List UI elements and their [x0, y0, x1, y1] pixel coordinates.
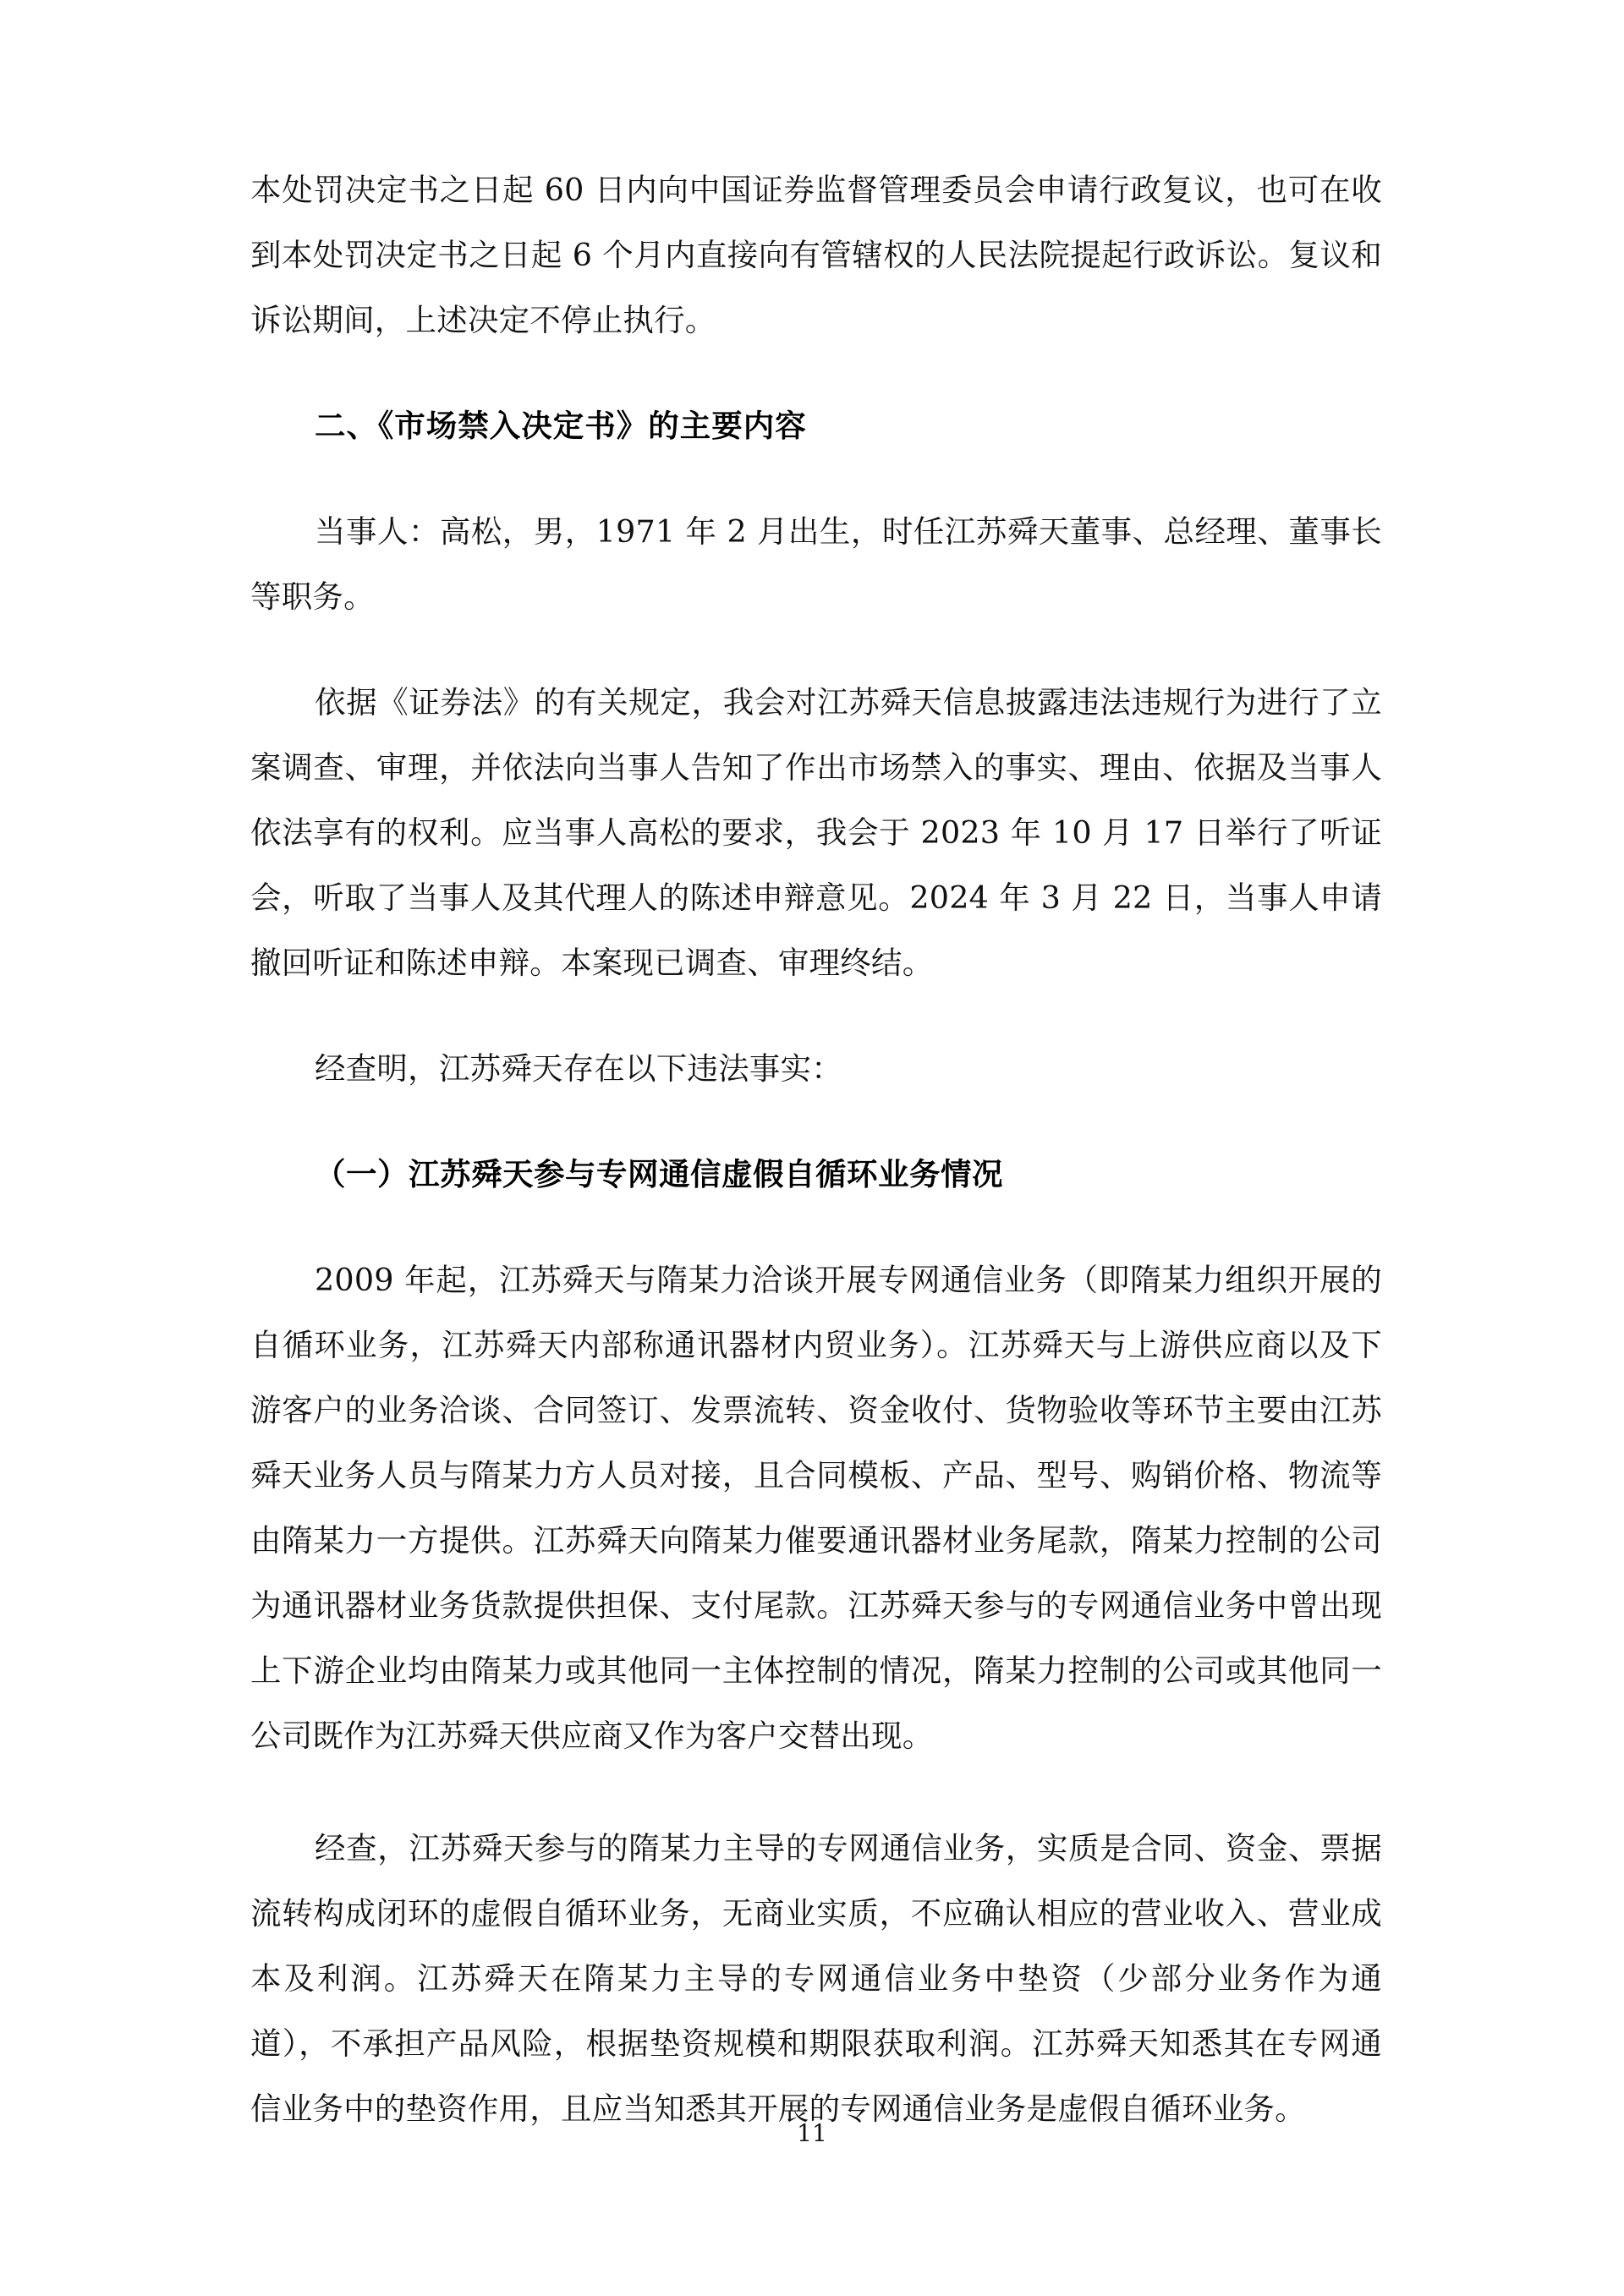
continued-paragraph: 本处罚决定书之日起 60 日内向中国证券监督管理委员会申请行政复议，也可在收到本处罚决定书之日起 6 个月内直接向有管辖权的人民法院提起行政诉讼。复议和诉讼期间，上述决定不停止执行。	[250, 172, 1382, 338]
findings-lead-paragraph: 经查明，江苏舜天存在以下违法事实：	[315, 1050, 842, 1087]
spacer	[250, 629, 1382, 670]
spacer	[250, 1768, 1382, 1816]
spacer	[250, 1207, 1382, 1247]
spacer	[250, 353, 1382, 393]
page-number: 11	[797, 2119, 827, 2147]
conclusion-paragraph: 经查，江苏舜天参与的隋某力主导的专网通信业务，实质是合同、资金、票据流转构成闭环的虚假自循环业务，无商业实质，不应确认相应的营业收入、营业成本及利润。江苏舜天在隋某力主导的专网通信业务中垫资（少部分业务作为通道），不承担产品风险，根据垫资规模和期限获取利润。江苏舜天知悉其在专网通信业务中的垫资作用，且应当知悉其开展的专网通信业务是虚假自循环业务。	[250, 1830, 1382, 2127]
party-paragraph: 当事人：高松，男，1971 年 2 月出生，时任江苏舜天董事、总经理、董事长等职务。	[250, 513, 1382, 615]
spacer	[250, 458, 1382, 499]
procedure-paragraph: 依据《证券法》的有关规定，我会对江苏舜天信息披露违法违规行为进行了立案调查、审理，并依法向当事人告知了作出市场禁入的事实、理由、依据及当事人依法享有的权利。应当事人高松的要求，我会于 2023 年 10 月 17 日举行了听证会，听取了当事人及其代理人的陈述申辩意见。2024 年 3 月 22 日，当事人申请撤回听证和陈述申辩。本案现已调查、审理终结。	[250, 684, 1382, 981]
business-description-paragraph: 2009 年起，江苏舜天与隋某力洽谈开展专网通信业务（即隋某力组织开展的自循环业务，江苏舜天内部称通讯器材内贸业务）。江苏舜天与上游供应商以及下游客户的业务洽谈、合同签订、发票流转、资金收付、货物验收等环节主要由江苏舜天业务人员与隋某力方人员对接，且合同模板、产品、型号、购销价格、物流等由隋某力一方提供。江苏舜天向隋某力催要通讯器材业务尾款，隋某力控制的公司为通讯器材业务货款提供担保、支付尾款。江苏舜天参与的专网通信业务中曾出现上下游企业均由隋某力或其他同一主体控制的情况，隋某力控制的公司或其他同一公司既作为江苏舜天供应商又作为客户交替出现。	[250, 1262, 1382, 1754]
spacer	[250, 995, 1382, 1036]
spacer	[250, 1101, 1382, 1142]
section-heading-two: 二、《市场禁入决定书》的主要内容	[315, 408, 807, 444]
subsection-heading-one: （一）江苏舜天参与专网通信虚假自循环业务情况	[315, 1156, 1003, 1192]
page-content	[250, 157, 1382, 2141]
